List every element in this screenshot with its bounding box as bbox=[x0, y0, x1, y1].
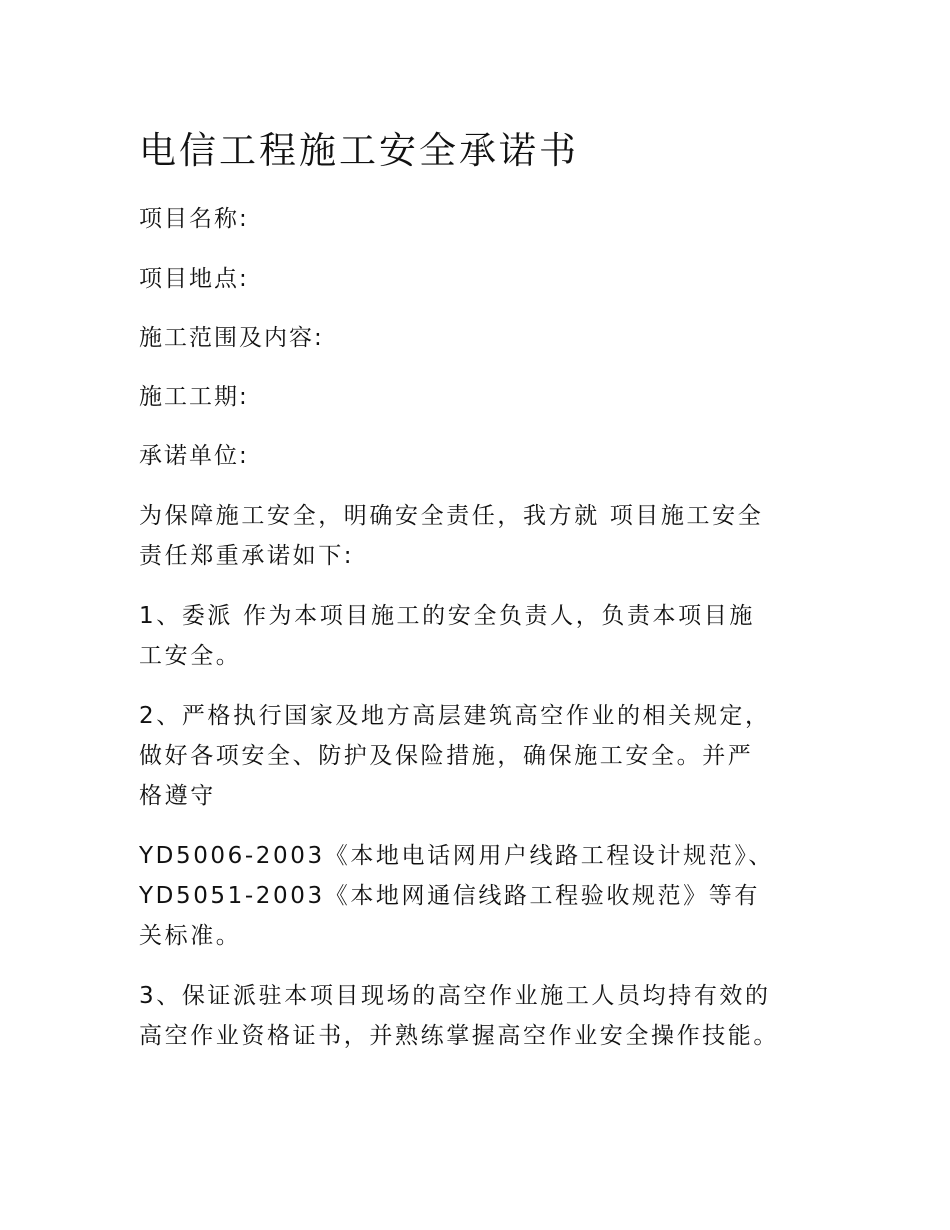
field-committed-unit: 承诺单位: bbox=[139, 443, 249, 469]
standard-line: YD5006-2003《本地电话网用户线路工程设计规范》、 bbox=[139, 843, 775, 869]
item-line: 3、保证派驻本项目现场的高空作业施工人员均持有效的 bbox=[139, 983, 771, 1009]
field-project-name: 项目名称: bbox=[139, 206, 249, 232]
intro-line: 责任郑重承诺如下: bbox=[139, 543, 355, 569]
standard-line: 关标准。 bbox=[139, 923, 242, 949]
field-construction-duration: 施工工期: bbox=[139, 384, 249, 410]
commitment-item-2 bbox=[139, 696, 819, 816]
item-line: 高空作业资格证书，并熟练掌握高空作业安全操作技能。 bbox=[139, 1023, 779, 1049]
field-project-location: 项目地点: bbox=[139, 266, 249, 292]
item-line: 做好各项安全、防护及保险措施，确保施工安全。并严 bbox=[139, 743, 754, 769]
intro-line: 为保障施工安全，明确安全责任，我方就 项目施工安全 bbox=[139, 503, 764, 529]
item-line: 1、委派 作为本项目施工的安全负责人，负责本项目施 bbox=[139, 603, 755, 629]
field-construction-scope: 施工范围及内容: bbox=[139, 325, 324, 351]
intro-paragraph bbox=[139, 496, 819, 576]
commitment-item-1 bbox=[139, 596, 819, 676]
commitment-item-3 bbox=[139, 976, 819, 1056]
standard-line: YD5051-2003《本地网通信线路工程验收规范》等有 bbox=[139, 883, 760, 909]
item-line: 格遵守 bbox=[139, 783, 216, 809]
item-line: 2、严格执行国家及地方高层建筑高空作业的相关规定， bbox=[139, 703, 771, 729]
standards-paragraph bbox=[139, 836, 819, 956]
document-title: 电信工程施工安全承诺书 bbox=[139, 129, 579, 172]
item-line: 工安全。 bbox=[139, 643, 242, 669]
